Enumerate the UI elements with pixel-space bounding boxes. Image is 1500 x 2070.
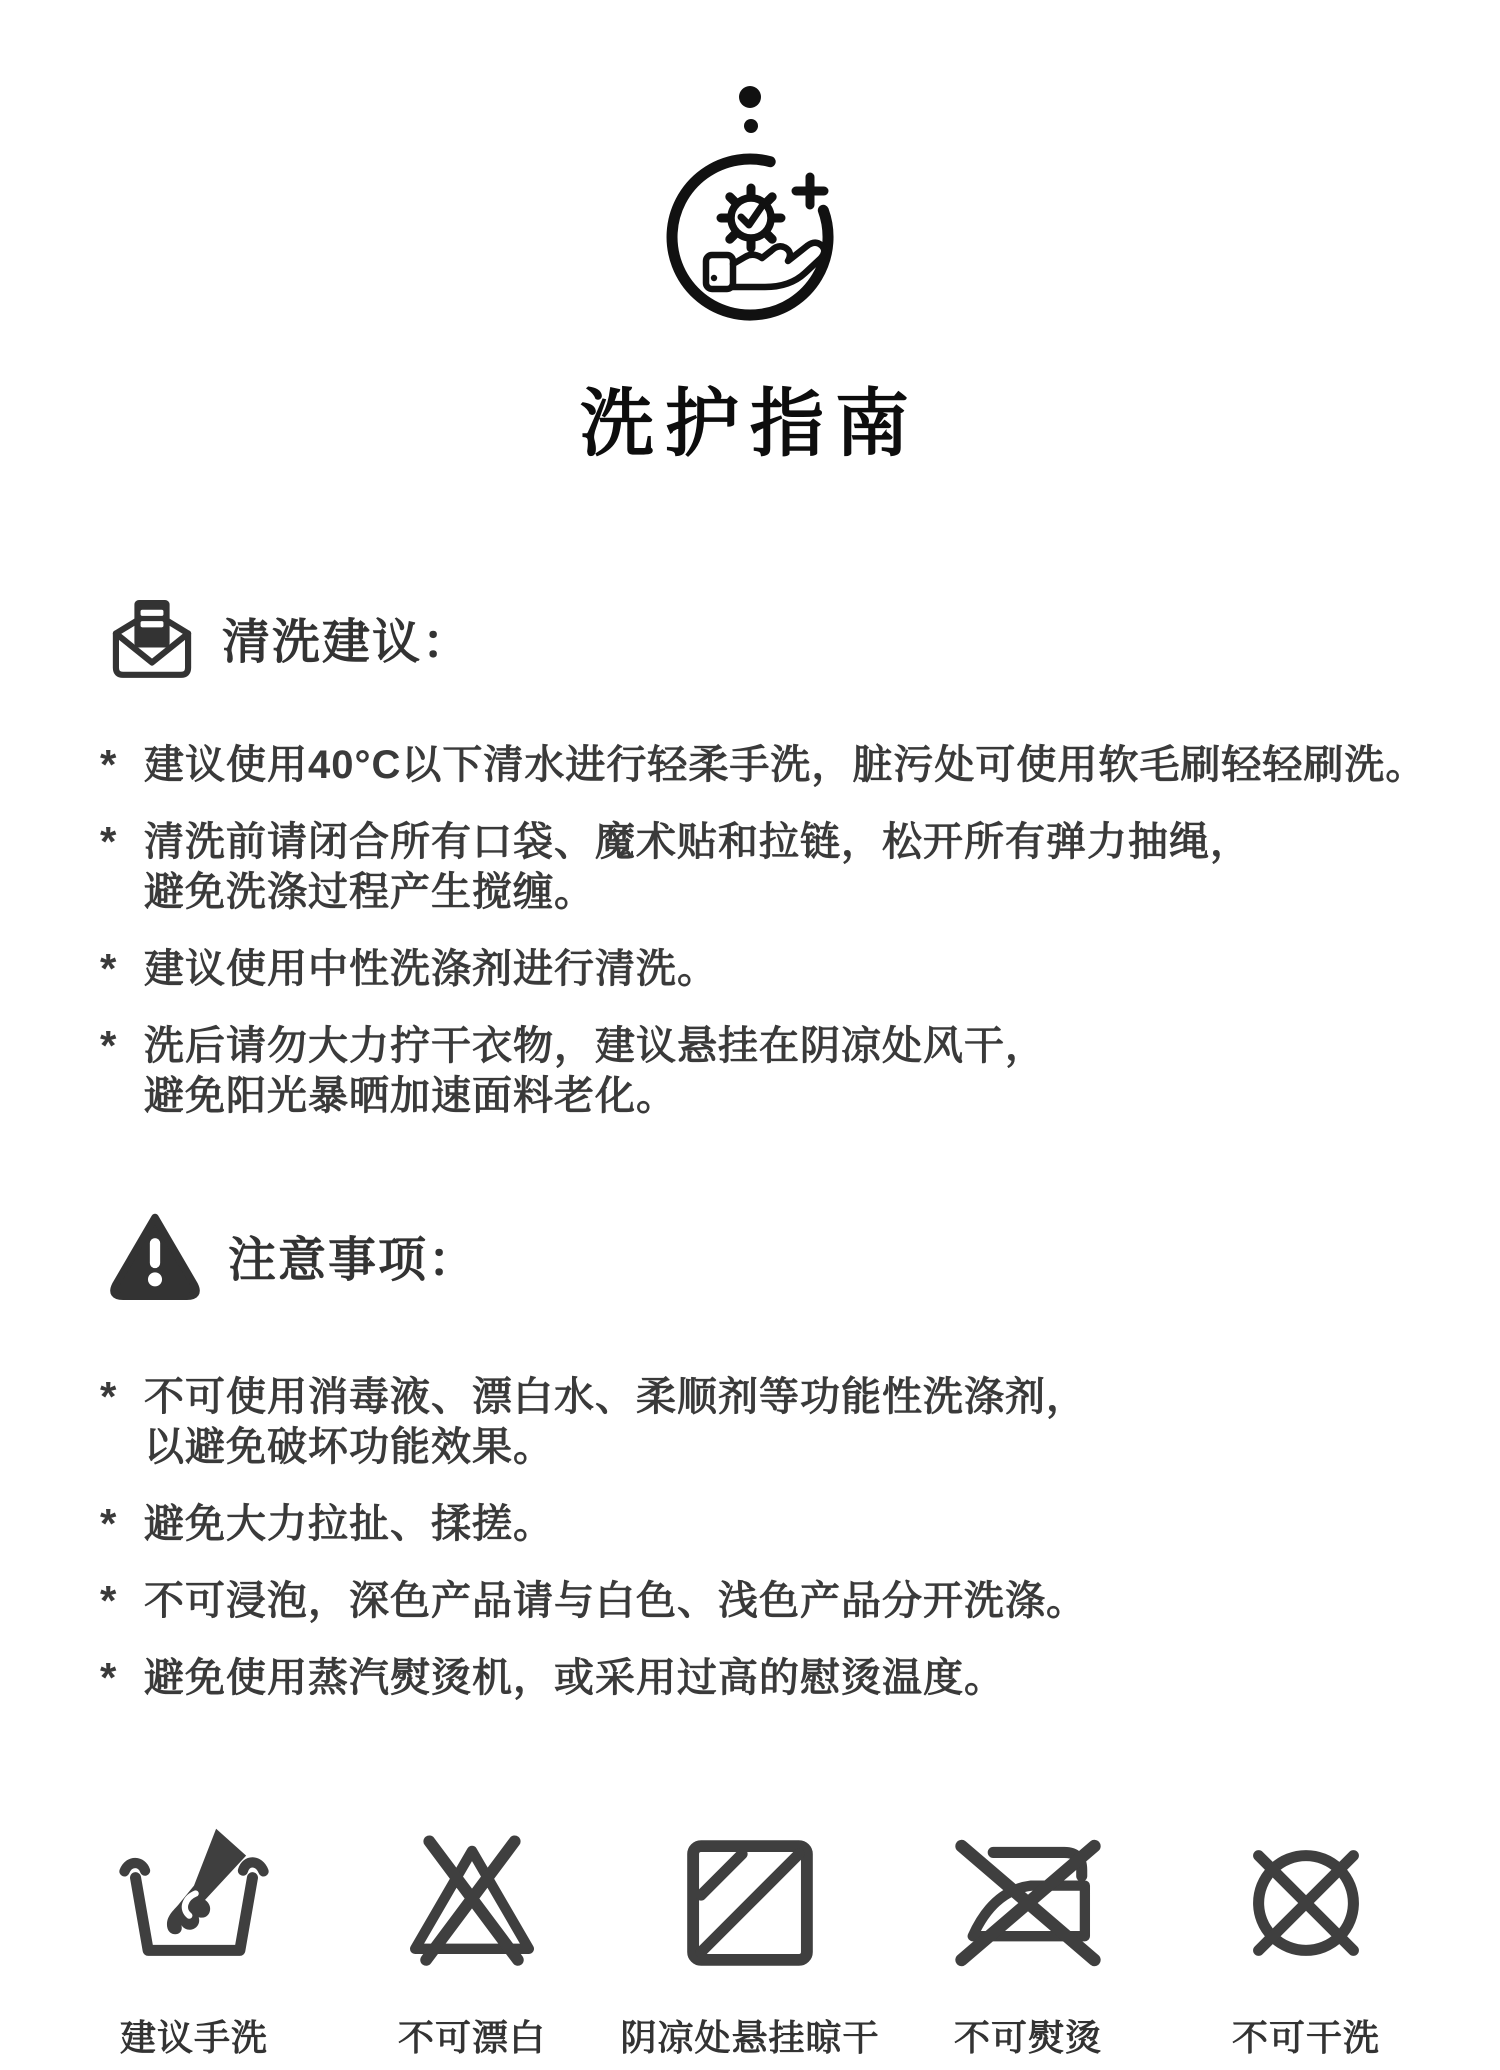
care-label: 不可熨烫 — [953, 2017, 1102, 2058]
bullet-line: 避免使用蒸汽熨烫机，或采用过高的慰烫温度。 — [144, 1656, 1005, 1700]
bullet-text — [144, 1576, 1087, 1626]
section-heading: 清洗建议： — [222, 615, 473, 669]
section-header-wash-advice — [108, 593, 472, 681]
bullet-line: 建议使用中性洗涤剂进行清洗。 — [144, 947, 718, 991]
bullet-line: 避免阳光暴晒加速面料老化。 — [144, 1074, 677, 1118]
care-label: 不可漂白 — [397, 2017, 546, 2058]
care-icon-box — [949, 1820, 1107, 1982]
bullet-text — [144, 817, 1251, 917]
section-header-precautions — [108, 1210, 478, 1300]
care-icon-box — [671, 1820, 829, 1982]
list-item — [100, 740, 1470, 790]
list-item — [100, 817, 1470, 917]
care-item-no-dry-clean — [1167, 1820, 1445, 2061]
bullet-line: 避免洗涤过程产生搅缠。 — [144, 870, 595, 914]
bullet-text — [144, 1021, 1046, 1121]
page-title: 洗护指南 — [580, 382, 920, 465]
hand-wash-icon — [115, 1824, 273, 1982]
care-icon-box — [393, 1820, 551, 1982]
bullet-line: 洗后请勿大力拧干衣物，建议悬挂在阴凉处风干， — [144, 1024, 1046, 1068]
no-iron-icon — [949, 1824, 1107, 1982]
list-item — [100, 1499, 1470, 1549]
warning-icon — [108, 1210, 202, 1300]
care-item-no-iron — [889, 1820, 1167, 2061]
bullet-text — [144, 740, 1426, 790]
bullet-marker: * — [100, 1577, 117, 1624]
care-icon-box — [1227, 1820, 1385, 1982]
bullet-text — [144, 1653, 1005, 1703]
bullet-text — [144, 1499, 554, 1549]
list-item — [100, 1021, 1470, 1121]
bullet-marker: * — [100, 945, 117, 992]
precautions-list — [100, 1372, 1470, 1703]
wash-advice-list — [100, 740, 1470, 1121]
envelope-icon — [108, 593, 196, 681]
bullet-marker: * — [100, 741, 117, 788]
bullet-line: 避免大力拉扯、揉搓。 — [144, 1502, 554, 1546]
bullet-marker: * — [100, 818, 117, 865]
bullet-marker: * — [100, 1373, 117, 1420]
bullet-marker: * — [100, 1500, 117, 1547]
care-item-hand-wash — [55, 1820, 333, 2061]
bullet-text — [144, 1372, 1087, 1472]
bullet-line: 不可浸泡，深色产品请与白色、浅色产品分开洗涤。 — [144, 1579, 1087, 1623]
care-item-shade-hang-dry — [611, 1820, 889, 2061]
shade-hang-dry-icon — [671, 1824, 829, 1982]
bullet-marker: * — [100, 1022, 117, 1069]
list-item — [100, 1372, 1470, 1472]
care-label: 阴凉处悬挂晾干 — [620, 2017, 880, 2058]
no-bleach-icon — [393, 1824, 551, 1982]
section-heading: 注意事项： — [228, 1233, 479, 1287]
list-item — [100, 1576, 1470, 1626]
bullet-line: 建议使用40°C以下清水进行轻柔手洗，脏污处可使用软毛刷轻轻刷洗。 — [144, 743, 1427, 787]
care-service-icon — [650, 75, 850, 325]
list-item — [100, 1653, 1470, 1703]
bullet-line: 以避免破坏功能效果。 — [144, 1425, 554, 1469]
care-label: 不可干洗 — [1231, 2017, 1380, 2058]
bullet-line: 清洗前请闭合所有口袋、魔术贴和拉链，松开所有弹力抽绳， — [144, 820, 1251, 864]
bullet-marker: * — [100, 1654, 117, 1701]
list-item — [100, 944, 1470, 994]
no-dry-clean-icon — [1227, 1824, 1385, 1982]
care-symbols-row — [55, 1820, 1445, 2061]
bullet-text — [144, 944, 718, 994]
care-icon-box — [115, 1820, 273, 1982]
bullet-line: 不可使用消毒液、漂白水、柔顺剂等功能性洗涤剂， — [144, 1375, 1087, 1419]
care-label: 建议手洗 — [119, 2017, 268, 2058]
care-item-no-bleach — [333, 1820, 611, 2061]
